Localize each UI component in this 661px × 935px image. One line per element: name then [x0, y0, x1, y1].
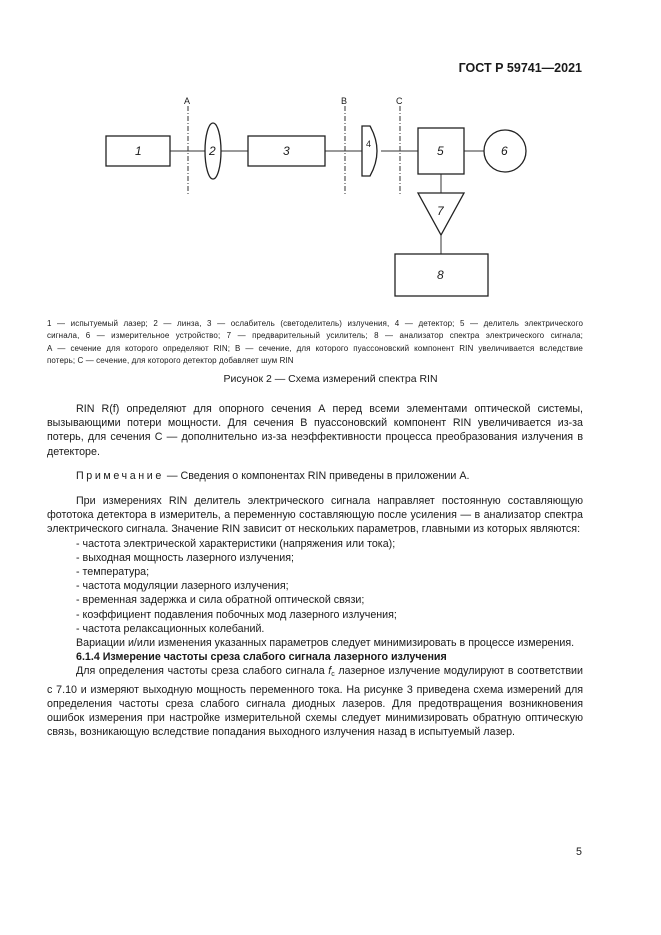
- block-label-2: 2: [209, 144, 216, 158]
- paragraph: [47, 664, 583, 739]
- paragraph-text: Для определения частоты среза слабого сигнала: [76, 665, 329, 678]
- section-label-a: A: [184, 96, 191, 106]
- legend-line: потерь; С — сечение, для которого детектор добавляет шум RIN: [47, 356, 294, 366]
- paragraph: RIN R(f) определяют для опорного сечения А перед всеми элементами оптической системы, вызывающими потери мощности. Для сечения В пуассоновский компонент RIN увеличивается из-за потерь, для сечения С — дополнительно из-за неэффективности процесса преобразования излучения в детекторе.: [47, 403, 583, 458]
- block-label-7: 7: [437, 204, 444, 218]
- block-detector: [362, 126, 377, 176]
- parameter-list: [47, 537, 583, 636]
- note-text: — Сведения о компонентах RIN приведены в приложении А.: [163, 469, 470, 482]
- body-text: [47, 402, 583, 739]
- page-number: 5: [576, 846, 582, 858]
- paragraph: Вариации и/или изменения указанных параметров следует минимизировать в процессе измерения.: [76, 637, 575, 650]
- note-label: Примечание: [76, 469, 164, 482]
- block-label-8: 8: [437, 268, 444, 282]
- figure-caption: Рисунок 2 — Схема измерений спектра RIN: [223, 373, 438, 385]
- block-label-1: 1: [135, 144, 142, 158]
- list-item: - частота модуляции лазерного излучения;: [76, 580, 289, 593]
- block-label-3: 3: [283, 144, 290, 158]
- figure-legend: [47, 318, 583, 368]
- list-item: - выходная мощность лазерного излучения;: [76, 551, 294, 564]
- paragraph-text: лазерное излучение модулируют в соответствии с 7.10 и измеряют выходную мощность переменного тока. На рисунке 3 приведена схема измерений для определения частоты среза слабого сигнала диодных лазеров. Для предотвращения возникновения ошибок измерения при настройке измерительной схемы следует минимизировать обратную оптическую связь, возникающую вследствие попадания выходного излучения назад в испытуемый лазер.: [47, 665, 583, 739]
- block-label-4: 4: [366, 139, 372, 149]
- section-heading: 6.1.4 Измерение частоты среза слабого сигнала лазерного излучения: [76, 651, 447, 664]
- legend-line: А — сечение для которого определяют RIN; В — сечение, для которого пуассоновский компонент RIN увеличивается вследствие: [47, 343, 583, 353]
- section-label-b: B: [341, 96, 348, 106]
- legend-line: 1 — испытуемый лазер; 2 — линза, 3 — ослабитель (светоделитель) излучения, 4 — детектор; 5 — делитель электрического: [47, 319, 583, 328]
- document-standard-number: ГОСТ Р 59741—2021: [458, 61, 582, 75]
- block-label-5: 5: [437, 144, 444, 158]
- list-item: - временная задержка и сила обратной оптической связи;: [76, 594, 365, 607]
- list-item: - температура;: [76, 566, 150, 579]
- frequency-subscript: c: [331, 671, 335, 679]
- measurement-scheme-diagram: [0, 0, 661, 310]
- list-item: - частота релаксационных колебаний.: [76, 622, 265, 635]
- note: [47, 469, 583, 483]
- section-label-c: C: [396, 96, 403, 106]
- frequency-symbol: f: [328, 665, 332, 678]
- paragraph: При измерениях RIN делитель электрического сигнала направляет постоянную составляющую фототока детектора в измеритель, а переменную составляющую после усиления — в анализатор спектра электрического сигнала. Значение RIN зависит от нескольких параметров, главными из которых являются:: [47, 495, 583, 536]
- list-item: - частота электрической характеристики (напряжения или тока);: [76, 537, 396, 550]
- legend-line: сигнала, 6 — измерительное устройство; 7 — предварительный усилитель; 8 — анализатор спектра электрического сигнала;: [47, 331, 583, 341]
- block-label-6: 6: [501, 144, 508, 158]
- list-item: - коэффициент подавления побочных мод лазерного излучения;: [76, 608, 397, 621]
